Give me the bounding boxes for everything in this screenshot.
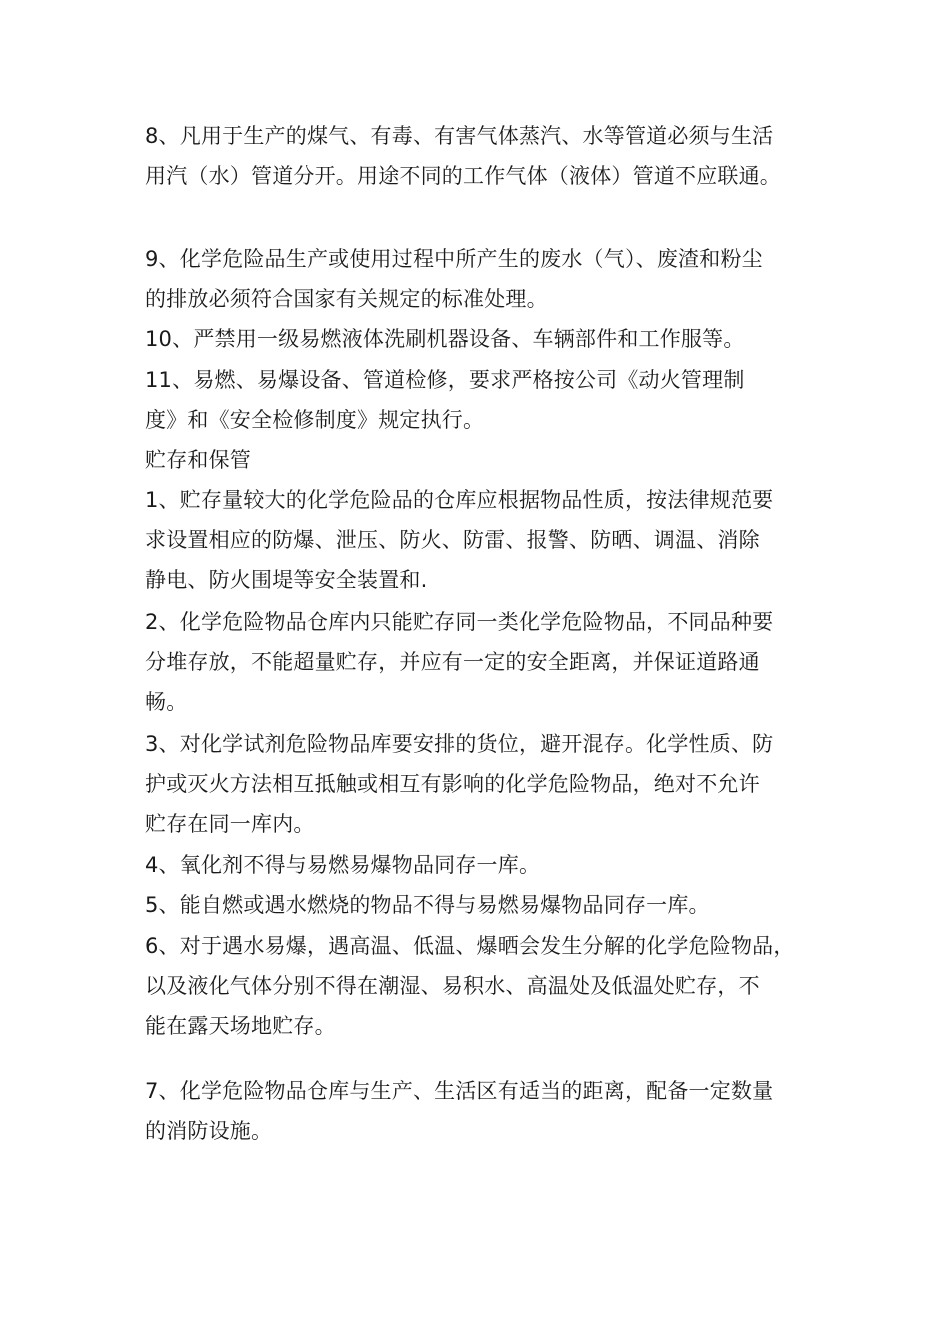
text-line: 6、对于遇水易爆，遇高温、低温、爆晒会发生分解的化学危险物品， [145, 934, 795, 958]
storage-rule-5 [145, 885, 710, 925]
storage-rule-4 [145, 845, 540, 885]
text-line: 的消防设施。 [145, 1119, 273, 1143]
text-line: 的排放必须符合国家有关规定的标准处理。 [145, 287, 548, 311]
text-line: 静电、防火围堤等安全装置和. [145, 568, 428, 592]
text-line: 1、贮存量较大的化学危险品的仓库应根据物品性质，按法律规范要 [145, 488, 774, 512]
text-line: 7、化学危险物品仓库与生产、生活区有适当的距离，配备一定数量 [145, 1079, 774, 1103]
text-line: 分堆存放，不能超量贮存，并应有一定的安全距离，并保证道路通 [145, 650, 760, 674]
text-line: 用汽（水）管道分开。用途不同的工作气体（液体）管道不应联通。 [145, 164, 781, 188]
text-line: 以及液化气体分别不得在潮湿、易积水、高温处及低温处贮存，不 [145, 974, 760, 998]
text-line: 3、对化学试剂危险物品库要安排的货位，避开混存。化学性质、防 [145, 732, 774, 756]
text-line: 求设置相应的防爆、泄压、防火、防雷、报警、防晒、调温、消除 [145, 528, 760, 552]
paragraph-item-8 [145, 116, 781, 196]
paragraph-item-11 [145, 360, 745, 440]
text-line: 11、易燃、易爆设备、管道检修，要求严格按公司《动火管理制 [145, 368, 745, 392]
paragraph-item-9 [145, 239, 763, 319]
section-heading [145, 440, 251, 480]
storage-rule-2 [145, 602, 773, 722]
text-line: 5、能自燃或遇水燃烧的物品不得与易燃易爆物品同存一库。 [145, 893, 710, 917]
text-line: 度》和《安全检修制度》规定执行。 [145, 408, 485, 432]
paragraph-item-10 [145, 319, 745, 359]
storage-rule-1 [145, 480, 773, 600]
text-line: 9、化学危险品生产或使用过程中所产生的废水（气）、废渣和粉尘 [145, 247, 763, 271]
heading-text: 贮存和保管 [145, 448, 251, 472]
storage-rule-6 [145, 926, 795, 1046]
text-line: 4、氧化剂不得与易燃易爆物品同存一库。 [145, 853, 541, 877]
storage-rule-3 [145, 724, 773, 844]
text-line: 8、凡用于生产的煤气、有毒、有害气体蒸汽、水等管道必须与生活 [145, 124, 774, 148]
text-line: 畅。 [145, 690, 188, 714]
text-line: 贮存在同一库内。 [145, 812, 315, 836]
text-line: 护或灭火方法相互抵触或相互有影响的化学危险物品，绝对不允许 [145, 772, 760, 796]
storage-rule-7 [145, 1071, 773, 1151]
text-line: 2、化学危险物品仓库内只能贮存同一类化学危险物品，不同品种要 [145, 610, 774, 634]
text-line: 10、严禁用一级易燃液体洗刷机器设备、车辆部件和工作服等。 [145, 327, 745, 351]
text-line: 能在露天场地贮存。 [145, 1014, 336, 1038]
